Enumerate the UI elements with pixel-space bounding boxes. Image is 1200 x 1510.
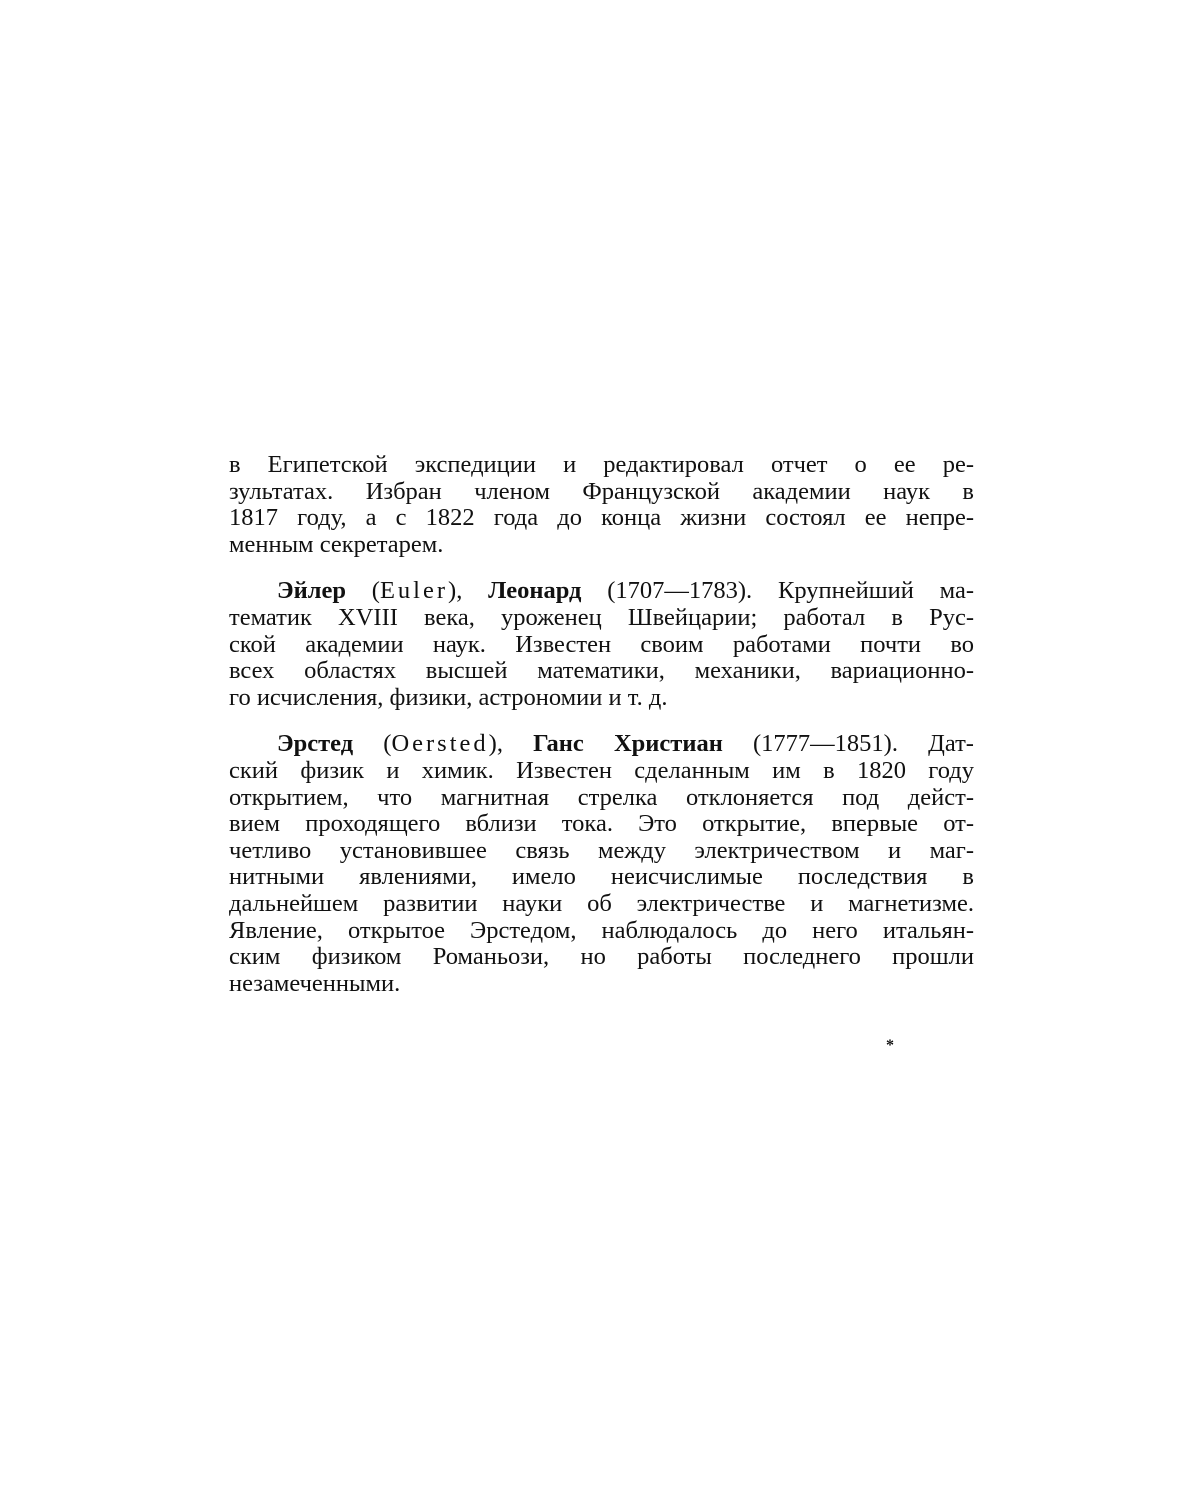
- text-line: незамеченными.: [229, 969, 401, 997]
- text-line: ской академии наук. Известен своим работами почти во: [229, 630, 974, 658]
- text-line: нитными явлениями, имело неисчислимые последствия в: [229, 863, 974, 891]
- text-line: го исчисления, физики, астрономии и т. д.: [229, 683, 668, 711]
- text-line: Явление, открытое Эрстедом, наблюдалось до него итальян-: [229, 916, 974, 944]
- text-line: вием проходящего вблизи тока. Это открытие, впервые от-: [229, 810, 974, 838]
- entry-dates: (1707—1783).: [607, 577, 753, 605]
- entry-heading-line: Эйлер (Euler), Леонард (1707—1783). Крупнейший ма-: [277, 577, 974, 605]
- entry-latin-name: Oersted: [391, 730, 489, 758]
- entry-given-name: Ганс Христиан: [533, 730, 723, 758]
- text-line: ский физик и химик. Известен сделанным им в 1820 году: [229, 756, 974, 784]
- entry-name: Эйлер: [277, 577, 346, 605]
- entry-given-name: Леонард: [488, 577, 582, 605]
- text-line: в Египетской экспедиции и редактировал отчет о ее ре-: [229, 451, 974, 478]
- text-line: всех областях высшей математики, механики, вариационно-: [229, 657, 974, 685]
- entry-first-line-text: Крупнейший ма-: [778, 577, 974, 605]
- text-line: четливо установившее связь между электричеством и маг-: [229, 836, 974, 864]
- entry-first-line-text: Дат-: [928, 730, 974, 758]
- text-line: ским физиком Романьози, но работы последнего прошли: [229, 943, 974, 971]
- text-line: 1817 году, а с 1822 года до конца жизни состоял ее непре-: [229, 504, 974, 532]
- text-line: менным секретарем.: [229, 530, 444, 558]
- entry-name: Эрстед: [277, 730, 354, 758]
- text-line: открытием, что магнитная стрелка отклоняется под дейст-: [229, 783, 974, 811]
- paragraph-gap: [229, 711, 974, 731]
- paragraph-intro: [229, 452, 974, 558]
- entry-euler: [229, 578, 974, 711]
- text-body: [229, 452, 974, 997]
- paragraph-gap: [229, 558, 974, 578]
- entry-latin-name: Euler: [379, 577, 449, 605]
- text-line: дальнейшем развитии науки об электричестве и магнетизме.: [229, 889, 974, 917]
- entry-heading-line: Эрстед (Oersted), Ганс Христиан (1777—1851). Дат-: [277, 730, 974, 758]
- text-line: зультатах. Избран членом Французской академии наук в: [229, 477, 974, 505]
- text-line: тематик XVIII века, уроженец Швейцарии; работал в Рус-: [229, 603, 974, 631]
- entry-oersted: [229, 731, 974, 997]
- entry-dates: (1777—1851).: [753, 730, 898, 758]
- page-mark: *: [886, 1037, 894, 1054]
